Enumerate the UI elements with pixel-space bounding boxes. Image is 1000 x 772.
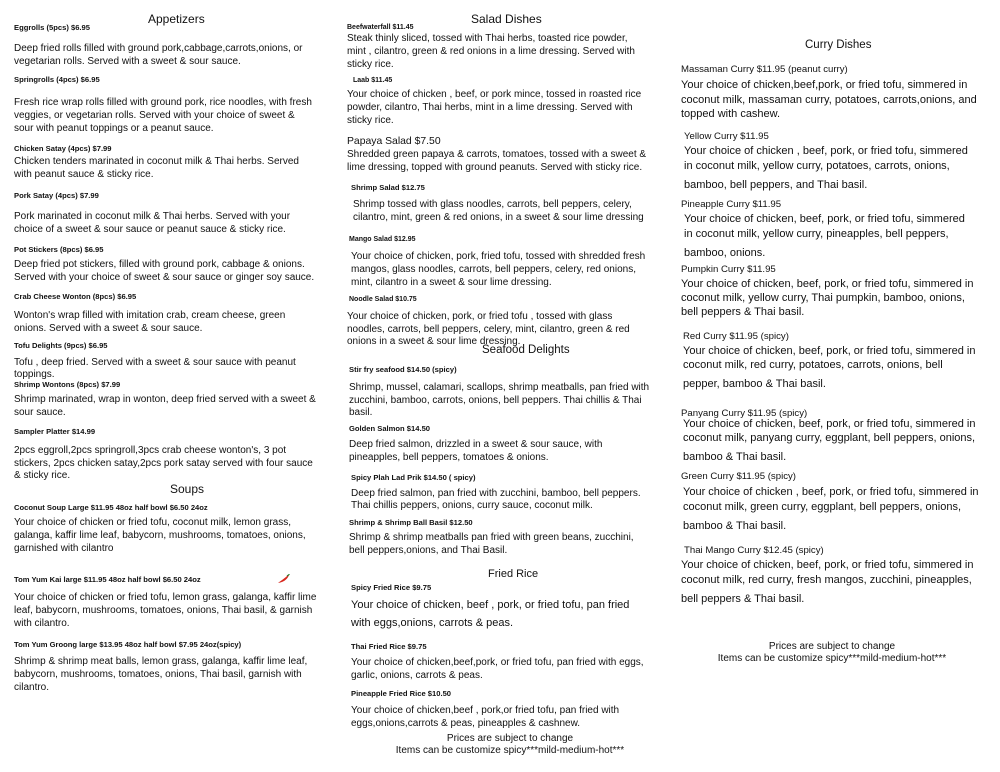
menu-item-desc: Shredded green papaya & carrots, tomatoes, tossed with a sweet & [347,149,647,160]
menu-item-desc: mint, cilantro in a sweet & sour lime dressing. [351,277,552,288]
column-curry [681,0,993,772]
menu-item-desc: sour with peanut toppings or a peanut sauce. [14,123,214,134]
menu-item-desc: Your choice of chicken,beef , pork,or fried tofu, pan fried with [351,705,620,716]
menu-item-desc: leaf, babycorn, mushrooms, tomatoes, onions, Thai basil, & garnish [14,605,313,616]
fried-rice-heading: Fried Rice [488,568,539,580]
menu-item-name: Spicy Plah Lad Prik $14.50 ( spicy) [351,473,476,482]
menu-item-desc: in coconut milk, yellow curry, pineapples, bell peppers, [684,228,949,240]
menu-item-desc: basil. [349,407,373,418]
menu-item-name: Massaman Curry $11.95 (peanut curry) [681,64,848,75]
menu-item-desc: babycorn, mushrooms, tomatoes, onions, Thai basil, garnish with [14,669,302,680]
menu-item-name: Coconut Soup Large $11.95 48oz half bowl $6.50 24oz [14,503,208,512]
menu-item-desc: Your choice of chicken, pork, fried tofu, tossed with shredded fresh [351,251,646,262]
menu-item-desc: Served with your choice of sweet & sour sauce or ginger soy sauce. [14,272,315,283]
menu-item-name: Spicy Fried Rice $9.75 [351,583,432,592]
menu-item-desc: topped with cashew. [681,108,781,120]
menu-item-name: Yellow Curry $11.95 [684,131,769,142]
menu-item-desc: eggs,onions,carrots & peas, pineapples & cashnew. [351,718,581,729]
chili-pepper-icon [277,574,290,584]
seafood-delights-heading: Seafood Delights [482,344,570,356]
menu-item-desc: pineapples, bell peppers, tomatoes & onions. [349,452,549,463]
footer-prices-line: Prices are subject to change [768,641,896,652]
menu-item-desc: noodles, carrots, bell peppers, celery, mint, cilantro, green & red [347,324,630,335]
menu-item-desc: Shrimp & shrimp meatballs pan fried with green beans, zucchini, [349,532,634,543]
menu-item-desc: Tofu , deep fried. Served with a sweet & sour sauce with peanut [14,357,296,368]
menu-item-desc: onions. Served with a sweet & sour sauce. [14,323,203,334]
menu-item-desc: with eggs,onions, carrots & peas. [351,617,514,629]
curry-dishes-heading: Curry Dishes [805,39,872,51]
menu-item-desc: powder, cilantro, Thai herbs, mint in a lime dressing. Served with [347,102,633,113]
menu-item-desc: Your choice of chicken , beef, pork, or fried tofu, simmered in [683,486,979,498]
menu-item-desc: Shrimp & shrimp meat balls, lemon grass, galanga, kaffir lime leaf, [14,656,308,667]
menu-item-desc: & sticky rice. [14,470,71,481]
menu-item-desc: stickers, 2pcs chicken satay,2pcs pork satay served with four sauce [14,458,313,469]
menu-item-desc: mangos, glass noodles, carrots, bell peppers, celery, red onions, [351,264,636,275]
footer-note [697,641,967,665]
menu-item-desc: sour sauce. [14,407,66,418]
menu-item-desc: Your choice of chicken, beef, pork, or fried tofu, simmered in [681,278,974,290]
menu-item-name: Springrolls (4pcs) $6.95 [14,75,100,84]
menu-item-name: Shrimp Salad $12.75 [351,183,425,192]
column-salads-seafood-rice [347,0,662,772]
menu-item-desc: coconut milk, red curry, potatoes, carrots, onions, bell [683,359,943,371]
menu-item-desc: Pork marinated in coconut milk & Thai herbs. Served with your [14,211,291,222]
menu-item-desc: vegetarian rolls. Served with a sweet & sour sauce. [14,56,241,67]
menu-item-desc: Your choice of chicken or fried tofu, coconut milk, lemon grass, [14,517,291,528]
menu-item-desc: sticky rice. [347,115,394,126]
menu-item-desc: bell peppers & Thai basil. [681,306,805,318]
menu-item-desc: Your choice of chicken,beef,pork, or fried tofu, simmered in [681,79,968,91]
menu-item-desc: Fresh rice wrap rolls filled with ground pork, rice noodles, with fresh [14,97,312,108]
menu-item-desc: bamboo, bell peppers, and Thai basil. [684,179,868,191]
appetizers-heading: Appetizers [148,12,205,26]
menu-item-desc: in coconut milk, yellow curry, potatoes, carrots, onions, [684,160,950,172]
menu-item-name: Pineapple Curry $11.95 [681,199,782,210]
menu-item-desc: coconut milk, red curry, fresh mangos, zucchini, pineapples, [681,574,972,586]
footer-prices-line: Prices are subject to change [446,733,574,744]
menu-item-name: Chicken Satay (4pcs) $7.99 [14,144,112,153]
menu-item-name: Noodle Salad $10.75 [349,296,417,303]
menu-item-name: Pork Satay (4pcs) $7.99 [14,191,99,200]
menu-item-desc: cilantro, mint, green & red onions, in a sweet & sour lime dressing [353,212,644,223]
menu-item-desc: garlic, onions, carrots & peas. [351,670,483,681]
menu-item-desc: Deep fried salmon, pan fried with zucchini, bamboo, bell peppers. [351,488,641,499]
menu-item-name: Panyang Curry $11.95 (spicy) [681,408,808,419]
menu-item-desc: Your choice of chicken , beef, pork, or fried tofu, simmered [684,145,968,157]
menu-item-desc: onions in a sweet & sour lime dressing. [347,336,521,347]
menu-item-name: Golden Salmon $14.50 [349,424,431,433]
menu-item-name: Pumpkin Curry $11.95 [681,264,776,275]
menu-item-desc: pepper, bamboo & Thai basil. [683,378,826,390]
menu-item-name: Papaya Salad $7.50 [347,136,441,147]
menu-item-name: Mango Salad $12.95 [349,236,416,243]
menu-item-name: Tom Yum Groong large $13.95 48oz half bowl $7.95 24oz(spicy) [14,640,242,649]
menu-item-name: Shrimp Wontons (8pcs) $7.99 [14,380,121,389]
menu-item-desc: bell peppers,onions, and Thai Basil. [349,545,508,556]
menu-item-desc: with cilantro. [14,618,70,629]
menu-item-desc: bamboo & Thai basil. [683,451,787,463]
menu-item-desc: coconut milk, massaman curry, potatoes, carrots,onions, and [681,94,977,106]
menu-item-desc: choice of a sweet & sour sauce or peanut sauce & sticky rice. [14,224,286,235]
menu-item-desc: Shrimp, mussel, calamari, scallops, shrimp meatballs, pan fried with [349,382,650,393]
menu-item-name: Laab $11.45 [353,77,393,84]
menu-item-desc: bell peppers & Thai basil. [681,593,805,605]
menu-item-desc: cilantro. [14,682,50,693]
soups-heading: Soups [170,482,205,496]
salad-dishes-heading: Salad Dishes [471,12,542,26]
menu-item-desc: mint , cilantro, green & red onions in a lime dressing. Served with [347,46,635,57]
menu-item-desc: Your choice of chicken, beef , pork, or fried tofu, pan fried [351,599,630,611]
menu-item-desc: Deep fried salmon, drizzled in a sweet & sour sauce, with [349,439,603,450]
menu-item-desc: Your choice of chicken or fried tofu, lemon grass, galanga, kaffir lime [14,592,317,603]
menu-item-desc: coconut milk, panyang curry, eggplant, bell peppers, onions, [683,432,976,444]
menu-item-desc: bamboo & Thai basil. [683,520,787,532]
menu-item-desc: Your choice of chicken , beef, or pork mince, tossed in roasted rice [347,89,642,100]
menu-item-desc: Deep fried pot stickers, filled with ground pork, cabbage & onions. [14,259,305,270]
menu-item-name: Tofu Delights (9pcs) $6.95 [14,341,108,350]
menu-item-desc: with peanut sauce & sticky rice. [14,169,154,180]
menu-item-name: Sampler Platter $14.99 [14,427,96,436]
footer-spicy-line: Items can be customize spicy***mild-medium-hot*** [717,653,947,664]
menu-item-name: Thai Mango Curry $12.45 (spicy) [684,545,824,556]
menu-item-name: Thai Fried Rice $9.75 [351,642,427,651]
menu-item-desc: coconut milk, green curry, eggplant, bell peppers, onions, [683,501,962,513]
menu-item-name: Red Curry $11.95 (spicy) [683,331,789,342]
menu-item-desc: Thai chillis peppers, onions, curry sauce, coconut milk. [351,500,593,511]
menu-item-desc: Wonton's wrap filled with imitation crab, cream cheese, green [14,310,286,321]
menu-item-desc: Your choice of chicken, pork, or fried tofu , tossed with glass [347,311,613,322]
menu-item-desc: toppings. [14,369,55,380]
menu-item-name: Stir fry seafood $14.50 (spicy) [349,365,457,374]
menu-item-desc: Shrimp tossed with glass noodles, carrots, bell peppers, celery, [353,199,632,210]
menu-item-desc: 2pcs eggroll,2pcs springroll,3pcs crab cheese wonton's, 3 pot [14,445,287,456]
footer-note [375,733,645,757]
menu-item-name: Pineapple Fried Rice $10.50 [351,689,452,698]
menu-item-name: Crab Cheese Wonton (8pcs) $6.95 [14,292,137,301]
menu-item-desc: Shrimp marinated, wrap in wonton, deep fried served with a sweet & [14,394,316,405]
menu-item-desc: veggies, or vegetarian rolls. Served with your choice of sweet & [14,110,295,121]
menu-item-desc: sticky rice. [347,59,394,70]
menu-item-desc: Your choice of chicken, beef, pork, or fried tofu, simmered in [683,418,976,430]
menu-item-desc: lime dressing, topped with ground peanuts. Served with sticky rice. [347,162,643,173]
menu-item-desc: Your choice of chicken, beef, pork, or fried tofu, simmered in [681,559,974,571]
menu-item-name: Shrimp & Shrimp Ball Basil $12.50 [349,518,473,527]
menu-item-desc: zucchini, bamboo, carrots, onions, bell peppers. Thai chillis & Thai [349,395,642,406]
menu-item-desc: Your choice of chicken, beef, pork, or fried tofu, simmered in [683,345,976,357]
footer-spicy-line: Items can be customize spicy***mild-medium-hot*** [395,745,625,756]
menu-item-desc: Your choice of chicken,beef,pork, or fried tofu, pan fried with eggs, [351,657,644,668]
menu-item-desc: bamboo, onions. [684,247,766,259]
menu-item-desc: galanga, kaffir lime leaf, babycorn, mushrooms, tomatoes, onions, [14,530,306,541]
menu-item-desc: coconut milk, yellow curry, Thai pumpkin, bamboo, onions, [681,292,965,304]
menu-item-desc: Deep fried rolls filled with ground pork,cabbage,carrots,onions, or [14,43,303,54]
menu-item-desc: Your choice of chicken, beef, pork, or fried tofu, simmered [684,213,965,225]
menu-item-desc: garnished with cilantro [14,543,114,554]
menu-item-name: Pot Stickers (8pcs) $6.95 [14,245,104,254]
column-appetizers-soups [14,0,334,772]
menu-item-name: Green Curry $11.95 (spicy) [681,471,796,482]
menu-item-desc: Steak thinly sliced, tossed with Thai herbs, toasted rice powder, [347,33,628,44]
menu-item-name: Beefwaterfall $11.45 [347,24,414,31]
menu-item-name: Eggrolls (5pcs) $6.95 [14,23,90,32]
menu-item-name: Tom Yum Kai large $11.95 48oz half bowl $6.50 24oz [14,575,201,584]
menu-item-desc: Chicken tenders marinated in coconut milk & Thai herbs. Served [14,156,299,167]
